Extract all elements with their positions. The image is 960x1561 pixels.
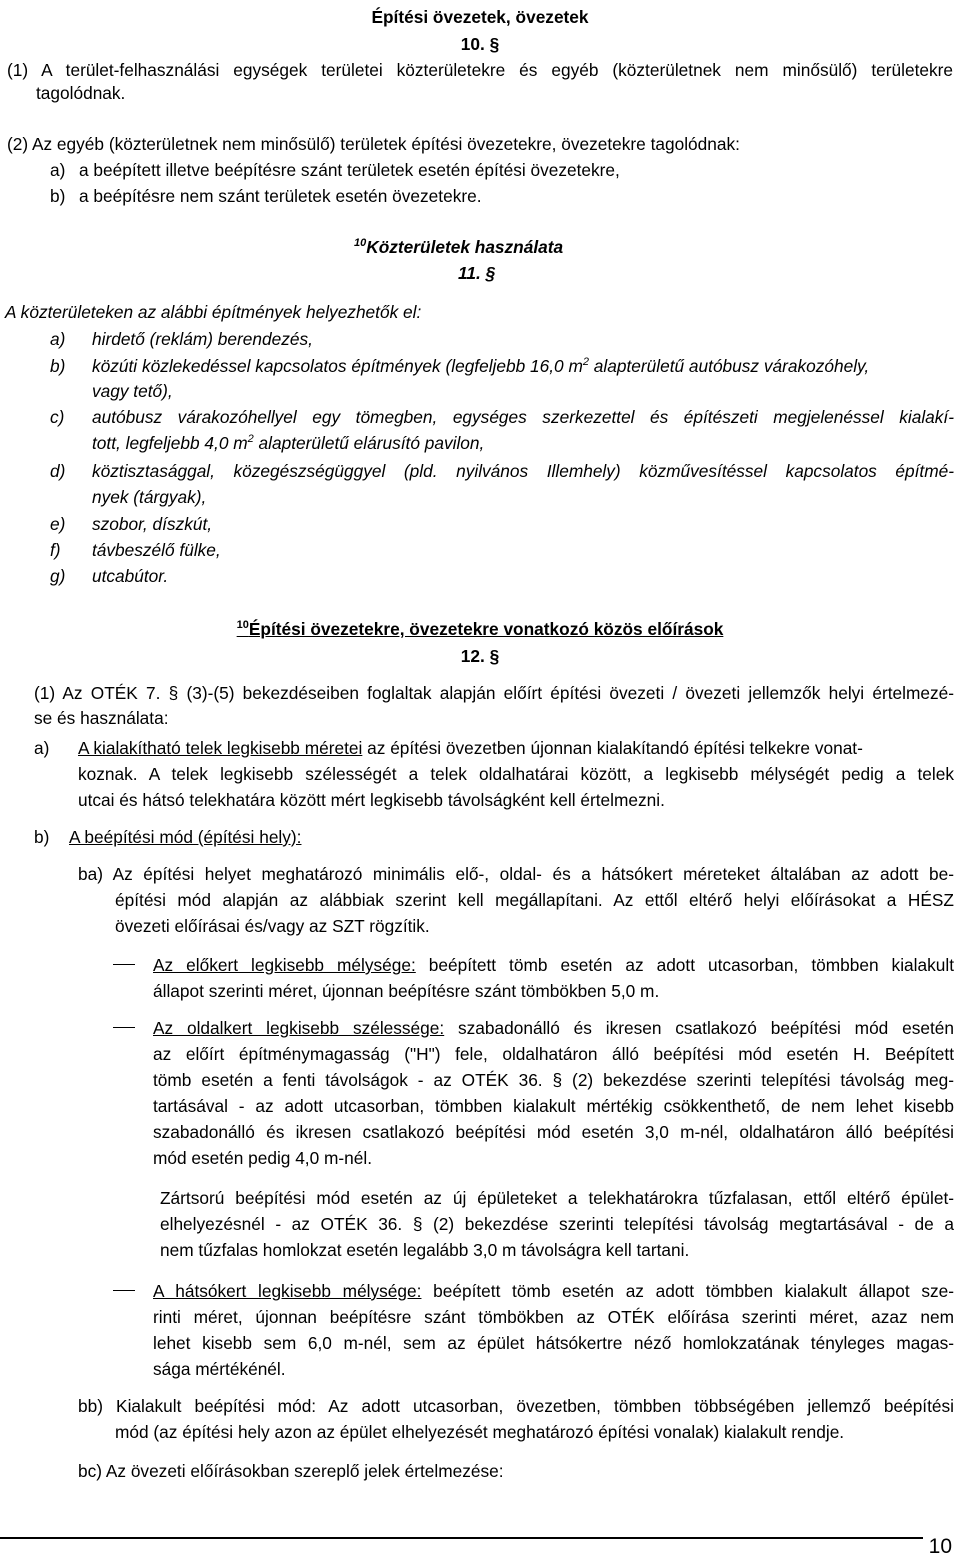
sec12-z-line3: nem tűzfalas homlokzat esetén legalább 3,0 m távolságra kell tartani. — [160, 1240, 690, 1260]
sec12-bc: bc) Az övezeti előírásokban szereplő jelek értelmezése: — [78, 1461, 504, 1481]
sec12-d2-line3: tömb esetén a fenti távolságok - az OTÉK 36. § (2) bekezdése szerinti telepítési távolság meg- — [153, 1070, 954, 1090]
sec11-item-d-mark: d) — [50, 461, 66, 481]
sec11-item-g: utcabútor. — [92, 566, 169, 586]
sec12-ba-line2: építési mód alapján az alábbiak szerint kell megállapítani. Az ettől eltérő helyi előírásokat a HÉSZ — [115, 890, 954, 910]
sec12-d1-line1: Az előkert legkisebb mélysége: beépített tömb esetén az adott utcasorban, tömbben kialakult — [153, 955, 954, 975]
sec10-p2: (2) Az egyéb (közterületnek nem minősülő) területek építési övezetekre, övezetekre tagolódnak: — [7, 134, 740, 154]
section-11-title — [354, 234, 563, 260]
sec11-item-a: hirdető (reklám) berendezés, — [92, 329, 313, 349]
sec11-item-c-line2: tott, legfeljebb 4,0 $m^2$ alapterületű elárusító pavilon, — [92, 433, 485, 453]
sec11-item-b-line1: közúti közlekedéssel kapcsolatos építmények (legfeljebb 16,0 $m^2$ alapterületű autóbusz várakozóhely, — [92, 356, 870, 376]
section-12-title: $^{10}$Építési övezetekre, övezetekre vonatkozó közös előírások — [236, 619, 724, 639]
sec12-d3-line1: A hátsókert legkisebb mélysége: beépített tömb esetén az adott tömbben kialakult állapot sze- — [153, 1281, 954, 1301]
bullet-dash — [113, 1027, 135, 1028]
sec11-item-a-mark: a) — [50, 329, 66, 349]
sec12-d2-line5: szabadonálló és ikresen csatlakozó beépítési mód esetén 3,0 m-nél, oldalhatáron álló beépítési — [153, 1122, 954, 1142]
sec12-d3-line3: lehet kisebb sem 6,0 m-nél, sem az épület hátsókertre néző homlokzatának tényleges magas- — [153, 1333, 954, 1353]
sec11-item-e-mark: e) — [50, 514, 66, 534]
sec12-a-mark: a) — [34, 738, 50, 758]
sec10-a-text: a beépített illetve beépítésre szánt területek esetén építési övezetekre, — [79, 160, 620, 180]
sec11-item-b-mark: b) — [50, 356, 66, 376]
section-11-title-text: Közterületek használata — [366, 237, 564, 257]
sec11-intro: A közterületeken az alábbi építmények helyezhetők el: — [5, 302, 422, 322]
section-11-number: 11. § — [458, 263, 496, 283]
sec12-d3-line4: sága mértékénél. — [153, 1359, 286, 1379]
sec12-d3-line2: rinti méret, újonnan beépítésre szánt tömbökben az OTÉK előírása szerinti méret, azaz nem — [153, 1307, 954, 1327]
section-10-title: Építési övezetek, övezetek — [371, 7, 589, 27]
section-10-number: 10. § — [460, 34, 500, 54]
sec11-item-b-line2: vagy tető), — [92, 381, 173, 401]
sec12-z-line2: elhelyezésnél - az OTÉK 36. § (2) bekezdése szerinti telepítési távolság megtartásával - de a — [160, 1214, 954, 1234]
sec12-b-heading: A beépítési mód (építési hely): — [69, 827, 302, 847]
sec10-a-mark: a) — [50, 160, 66, 180]
sec12-bb-line1: bb) Kialakult beépítési mód: Az adott utcasorban, övezetben, tömbben többségében jellemző beépítési — [78, 1396, 954, 1416]
sec12-ba-line3: övezeti előírásai és/vagy az SZT rögzítik. — [115, 916, 430, 936]
sec11-item-c-line1: autóbusz várakozóhellyel egy tömegben, egységes szerkezettel és építészeti megjelenéssel kialakí- — [92, 407, 954, 427]
sec12-a-line2: koznak. A telek legkisebb szélességét a telek oldalhatárai között, a legkisebb mélységét pedig a telek — [78, 764, 954, 784]
sec11-item-e: szobor, díszkút, — [92, 514, 213, 534]
sec12-d2-line2: az előírt építménymagasság ("H") fele, oldalhatáron álló beépítési mód esetén H. Beépített — [153, 1044, 954, 1064]
sec12-bb-line2: mód (az építési hely azon az épület elhelyezését meghatározó építési vonalak) kialakult rendje. — [115, 1422, 845, 1442]
sec12-a-line3: utcai és hátsó telekhatára között mért legkisebb távolságként kell értelmezni. — [78, 790, 665, 810]
sec11-item-d-line1: köztisztasággal, közegészségüggyel (pld. nyilvános Illemhely) közművesítéssel kapcsolatos építmé- — [92, 461, 954, 481]
footnote-ref: 10 — [354, 237, 367, 249]
sec12-z-line1: Zártsorú beépítési mód esetén az új épületeket a telekhatárokra tűzfalasan, ettől eltérő épület- — [160, 1188, 954, 1208]
sec12-d2-line1: Az oldalkert legkisebb szélessége: szabadonálló és ikresen csatlakozó beépítési mód esetén — [153, 1018, 954, 1038]
sec11-item-f-mark: f) — [50, 540, 61, 560]
sec11-item-c-mark: c) — [50, 407, 65, 427]
sec12-p1-line2: se és használata: — [34, 708, 169, 728]
sec10-p1-line1: (1) A terület-felhasználási egységek területei közterületekre és egyéb (közterületnek nem minősülő) területekre — [7, 60, 953, 80]
bullet-dash — [113, 1290, 135, 1291]
sec11-item-f: távbeszélő fülke, — [92, 540, 221, 560]
sec12-d2-line4: tartásával - az adott utcasorban, tömbben kialakult mértékig csökkenthető, de nem lehet kisebb — [153, 1096, 954, 1116]
sec10-p1-line2: tagolódnak. — [36, 83, 126, 103]
sec12-ba-line1: ba) Az építési helyet meghatározó minimális elő-, oldal- és a hátsókert méreteket általában az adott be- — [78, 864, 954, 884]
sec11-item-d-line2: nyek (tárgyak), — [92, 487, 207, 507]
sec10-b-text: a beépítésre nem szánt területek esetén övezetekre. — [79, 186, 482, 206]
footer-rule — [0, 1537, 923, 1539]
sec12-a-line1: A kialakítható telek legkisebb méretei az építési övezetben újonnan kialakítandó építési telkekre vonat- — [78, 738, 863, 758]
section-12-number: 12. § — [460, 646, 500, 666]
sec11-item-g-mark: g) — [50, 566, 66, 586]
page-number: 10 — [928, 1535, 952, 1558]
sec10-b-mark: b) — [50, 186, 66, 206]
sec12-d1-line2: állapot szerinti méret, újonnan beépítésre szánt tömbökben 5,0 m. — [153, 981, 660, 1001]
bullet-dash — [113, 964, 135, 965]
sec12-d2-line6: mód esetén pedig 4,0 m-nél. — [153, 1148, 373, 1168]
sec12-b-mark: b) — [34, 827, 50, 847]
sec12-p1-line1: (1) Az OTÉK 7. § (3)-(5) bekezdéseiben foglaltak alapján előírt építési övezeti / övezeti jellemzők helyi értelmezé- — [34, 683, 954, 703]
